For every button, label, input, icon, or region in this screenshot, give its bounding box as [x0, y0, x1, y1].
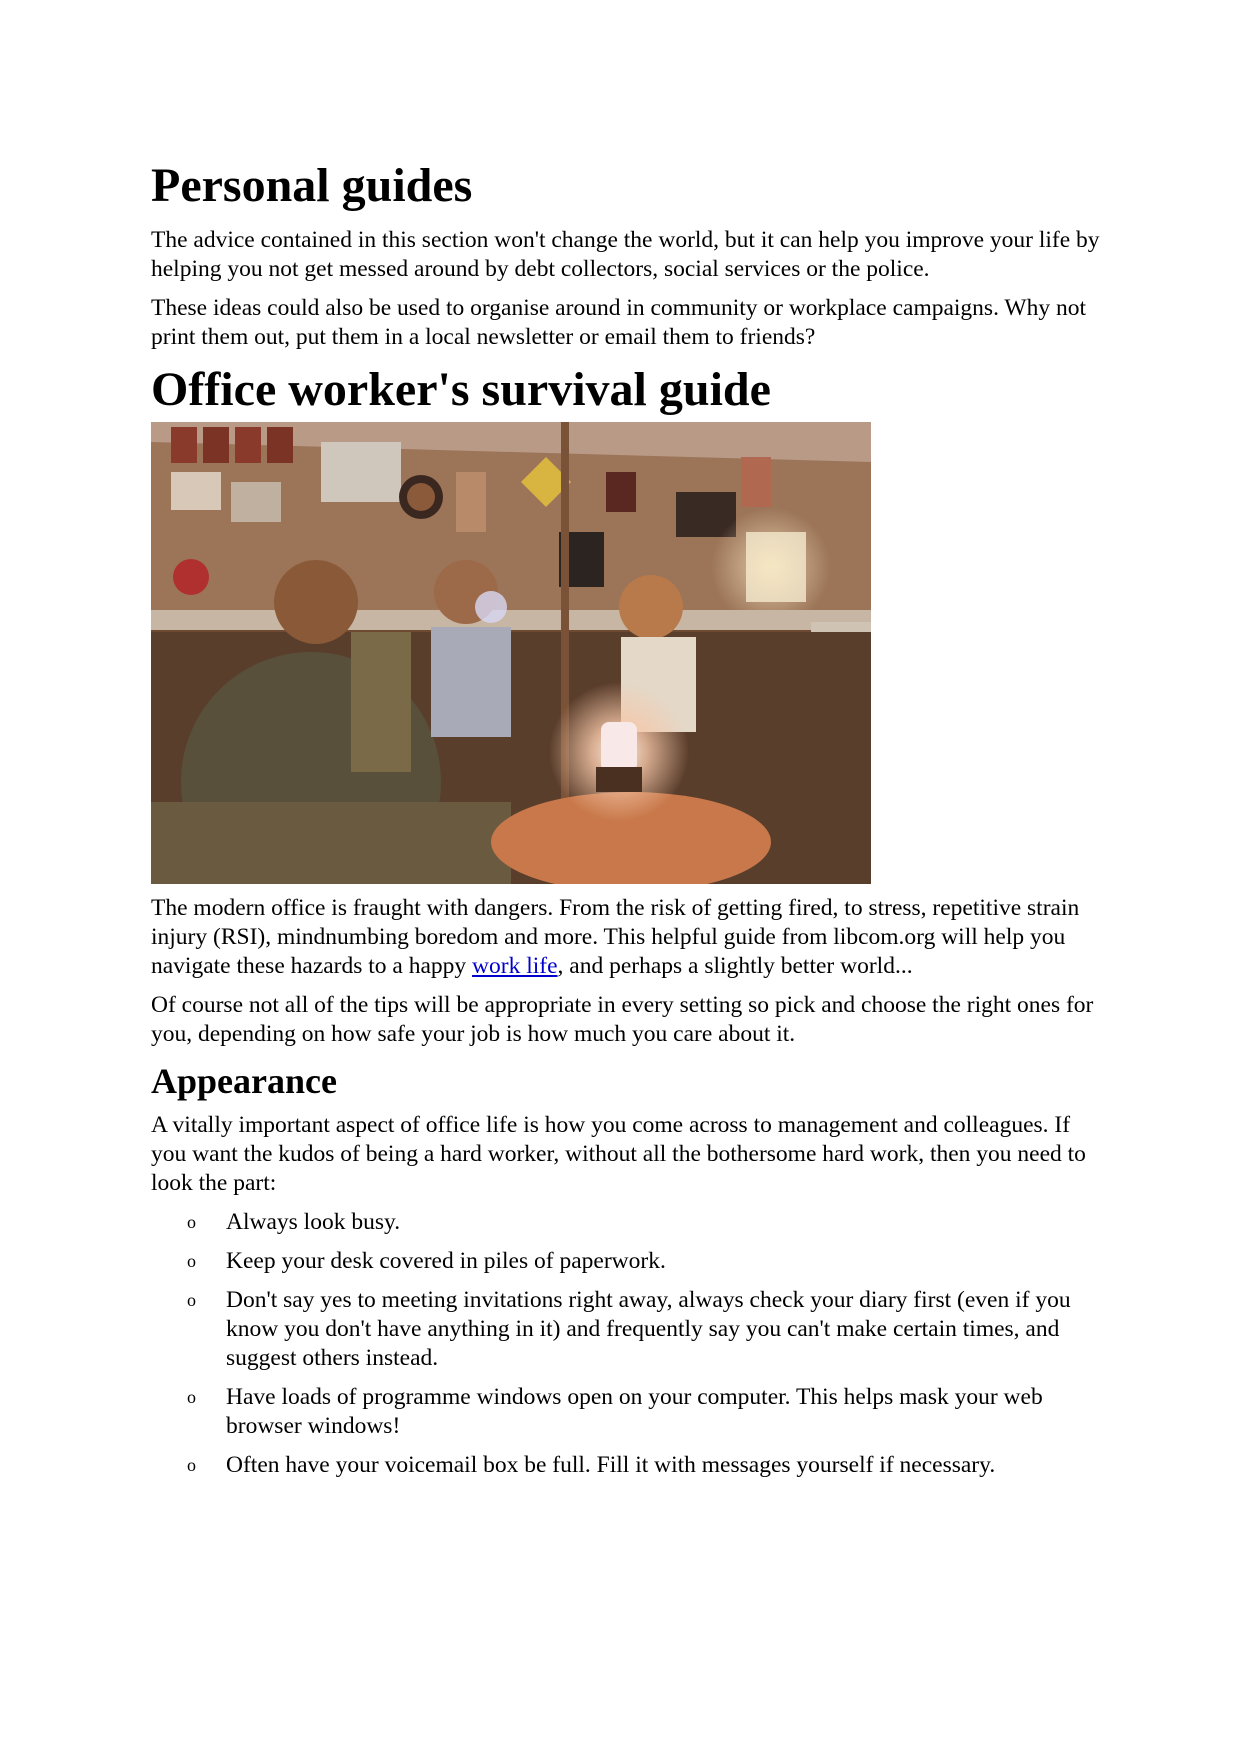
list-item: [151, 1286, 1101, 1373]
bullet-marker: o: [187, 1290, 196, 1310]
list-item-text: Often have your voicemail box be full. Fill it with messages yourself if necessary.: [226, 1452, 996, 1478]
office-camping-photo-illustration: [151, 422, 871, 884]
heading-office-survival-guide: Office worker's survival guide: [151, 363, 771, 416]
bullet-marker: o: [187, 1251, 196, 1271]
heading-appearance: Appearance: [151, 1061, 337, 1101]
appearance-bullet-list: [151, 1208, 1101, 1480]
bullet-marker: o: [187, 1387, 196, 1407]
list-item-text: Have loads of programme windows open on your computer. This helps mask your web browser windows!: [226, 1384, 1043, 1439]
list-item: [151, 1451, 1101, 1480]
list-item-text: Always look busy.: [226, 1209, 401, 1235]
work-life-link[interactable]: work life: [472, 953, 558, 979]
list-item: [151, 1208, 1101, 1237]
paragraph-personal-intro: The advice contained in this section won't change the world, but it can help you improve your life by helping you not get messed around by debt collectors, social services or the police.: [151, 227, 1100, 282]
list-item-text: Keep your desk covered in piles of paperwork.: [226, 1248, 666, 1274]
paragraph-office-intro-text: The modern office is fraught with dangers. From the risk of getting fired, to stress, repetitive strain injury (RSI), mindnumbing boredom and more. This helpful guide from libcom.org will help you navigate these hazards to a happy: [151, 895, 1080, 979]
document-content: [151, 158, 1101, 1490]
paragraph-office-tips: Of course not all of the tips will be appropriate in every setting so pick and choose the right ones for you, depending on how safe your job is how much you care about it.: [151, 992, 1094, 1047]
list-item: [151, 1247, 1101, 1276]
list-item-text: Don't say yes to meeting invitations right away, always check your diary first (even if you know you don't have anything in it) and frequently say you can't make certain times, and suggest others instead.: [226, 1287, 1071, 1371]
bullet-marker: o: [187, 1212, 196, 1232]
paragraph-appearance-intro: A vitally important aspect of office life is how you come across to management and colleagues. If you want the kudos of being a hard worker, without all the bothersome hard work, then you need to look the part:: [151, 1112, 1086, 1196]
bullet-marker: o: [187, 1455, 196, 1475]
paragraph-office-intro-text-end: , and perhaps a slightly better world...: [557, 953, 913, 979]
paragraph-office-intro: [151, 894, 1101, 981]
paragraph-personal-ideas: These ideas could also be used to organise around in community or workplace campaigns. Why not print them out, put them in a local newsletter or email them to friends?: [151, 295, 1086, 350]
list-item: [151, 1383, 1101, 1441]
heading-personal-guides: Personal guides: [151, 159, 473, 212]
office-camping-photo: [151, 422, 871, 884]
